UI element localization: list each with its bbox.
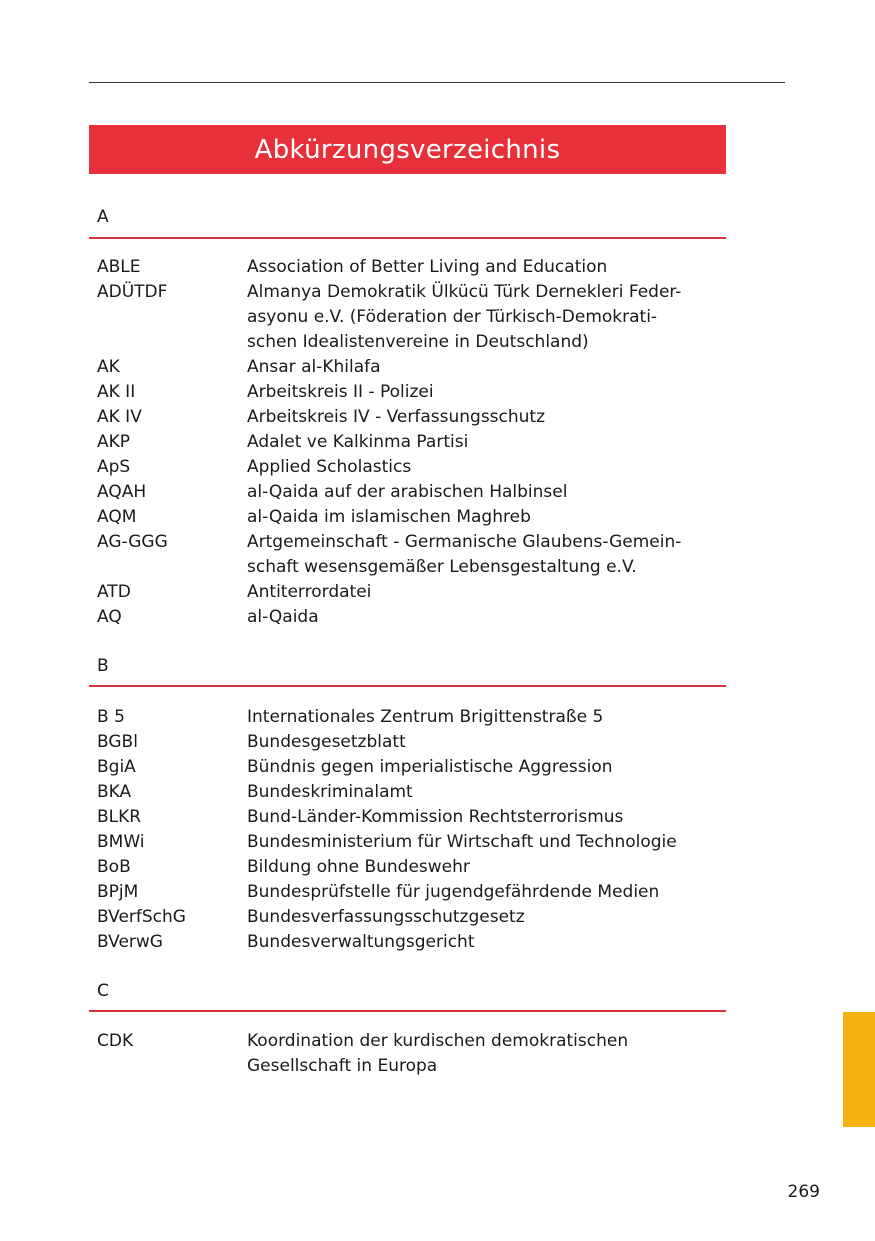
- definition: Bündnis gegen imperialistische Aggression: [247, 757, 613, 777]
- abbreviation: AK II: [97, 382, 136, 402]
- definition: Internationales Zentrum Brigittenstraße 5: [247, 707, 604, 727]
- abbreviation-entry: [97, 280, 727, 355]
- definition: Antiterrordatei: [247, 582, 372, 602]
- definition: Applied Scholastics: [247, 457, 412, 477]
- definition: al-Qaida auf der arabischen Halbinsel: [247, 482, 568, 502]
- section-letter-a: A: [97, 207, 109, 227]
- definition: Artgemeinschaft - Germanische Glaubens-Gemein- schaft wesensgemäßer Lebensgestaltung e.V.: [247, 532, 682, 577]
- definition: Bildung ohne Bundeswehr: [247, 857, 470, 877]
- section-letter-c: C: [97, 981, 109, 1001]
- abbreviation-entry: [97, 430, 727, 455]
- abbreviation: BVerwG: [97, 932, 163, 952]
- definition: Almanya Demokratik Ülkücü Türk Dernekleri Feder- asyonu e.V. (Föderation der Türkisch-Demokrati- schen Idealistenvereine in Deutschland): [247, 282, 682, 352]
- page-number: 269: [787, 1182, 820, 1202]
- section-b-entries: [97, 705, 727, 955]
- abbreviation: AKP: [97, 432, 131, 452]
- abbreviation: ADÜTDF: [97, 282, 168, 302]
- abbreviation-entry: [97, 480, 727, 505]
- definition: Arbeitskreis IV - Verfassungsschutz: [247, 407, 546, 427]
- definition: Bundeskriminalamt: [247, 782, 413, 802]
- abbreviation-entry: [97, 880, 727, 905]
- abbreviation: BLKR: [97, 807, 142, 827]
- abbreviation: B 5: [97, 707, 125, 727]
- abbreviation-entry: [97, 705, 727, 730]
- abbreviation: AQM: [97, 507, 137, 527]
- abbreviation: BMWi: [97, 832, 145, 852]
- abbreviation-entry: [97, 405, 727, 430]
- page-title: Abkürzungsverzeichnis: [89, 125, 726, 174]
- abbreviation: BKA: [97, 782, 132, 802]
- abbreviation: ATD: [97, 582, 131, 602]
- abbreviation-entry: [97, 380, 727, 405]
- header-rule: [89, 82, 785, 83]
- abbreviation-entry: [97, 830, 727, 855]
- definition: Bundesprüfstelle für jugendgefährdende Medien: [247, 882, 660, 902]
- abbreviation: CDK: [97, 1031, 134, 1051]
- definition: Bundesverfassungsschutzgesetz: [247, 907, 525, 927]
- abbreviation: AK: [97, 357, 120, 377]
- abbreviation-entry: [97, 530, 727, 580]
- abbreviation: BoB: [97, 857, 131, 877]
- abbreviation-entry: [97, 605, 727, 630]
- definition: Bundesministerium für Wirtschaft und Technologie: [247, 832, 677, 852]
- section-letter-b: B: [97, 656, 109, 676]
- section-rule-b: [89, 685, 726, 687]
- definition: Bund-Länder-Kommission Rechtsterrorismus: [247, 807, 624, 827]
- section-rule-a: [89, 237, 726, 239]
- definition: Koordination der kurdischen demokratischen Gesellschaft in Europa: [247, 1031, 629, 1076]
- abbreviation-entry: [97, 355, 727, 380]
- definition: Adalet ve Kalkinma Partisi: [247, 432, 469, 452]
- section-rule-c: [89, 1010, 726, 1012]
- abbreviation-entry: [97, 930, 727, 955]
- definition: Association of Better Living and Education: [247, 257, 608, 277]
- definition: Bundesverwaltungsgericht: [247, 932, 475, 952]
- abbreviation-entry: [97, 255, 727, 280]
- abbreviation-entry: [97, 730, 727, 755]
- definition: al-Qaida: [247, 607, 319, 627]
- abbreviation-entry: [97, 905, 727, 930]
- abbreviation-entry: [97, 755, 727, 780]
- definition: Bundesgesetzblatt: [247, 732, 406, 752]
- abbreviation: AQ: [97, 607, 122, 627]
- section-a-entries: [97, 255, 727, 630]
- abbreviation-entry: [97, 805, 727, 830]
- abbreviation: BVerfSchG: [97, 907, 186, 927]
- definition: Ansar al-Khilafa: [247, 357, 381, 377]
- abbreviation-entry: [97, 1029, 727, 1079]
- abbreviation-entry: [97, 505, 727, 530]
- abbreviation: BPjM: [97, 882, 139, 902]
- definition: Arbeitskreis II - Polizei: [247, 382, 434, 402]
- abbreviation: AK IV: [97, 407, 142, 427]
- section-c-entries: [97, 1029, 727, 1079]
- thumb-index-tab: [843, 1012, 875, 1127]
- abbreviation: BgiA: [97, 757, 136, 777]
- abbreviation-entry: [97, 855, 727, 880]
- abbreviation: BGBl: [97, 732, 138, 752]
- abbreviation: ABLE: [97, 257, 141, 277]
- abbreviation: AG-GGG: [97, 532, 168, 552]
- definition: al-Qaida im islamischen Maghreb: [247, 507, 531, 527]
- abbreviation-entry: [97, 455, 727, 480]
- abbreviation: AQAH: [97, 482, 147, 502]
- abbreviation-entry: [97, 580, 727, 605]
- abbreviation-entry: [97, 780, 727, 805]
- abbreviation: ApS: [97, 457, 131, 477]
